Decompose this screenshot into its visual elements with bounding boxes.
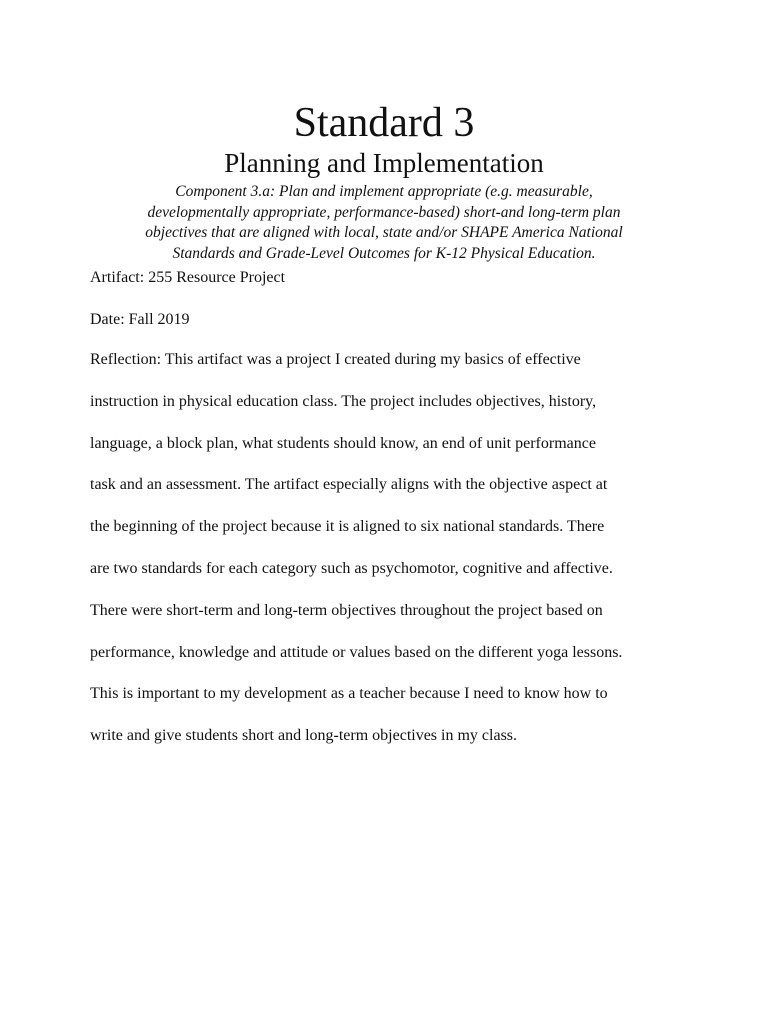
reflection-line: Reflection: This artifact was a project I created during my basics of effective xyxy=(90,351,581,368)
page-subtitle: Planning and Implementation xyxy=(224,148,544,178)
component-line: Standards and Grade-Level Outcomes for K-12 Physical Education. xyxy=(172,244,596,262)
reflection-line: performance, knowledge and attitude or values based on the different yoga lessons. xyxy=(90,643,623,661)
component-line: objectives that are aligned with local, state and/or SHAPE America National xyxy=(145,224,623,241)
reflection-line: task and an assessment. The artifact especially aligns with the objective aspect at xyxy=(90,476,608,494)
reflection-line: This is important to my development as a teacher because I need to know how to xyxy=(90,685,608,703)
component-line: developmentally appropriate, performance-based) short-and long-term plan xyxy=(147,203,621,221)
page-title: Standard 3 xyxy=(293,100,475,146)
component-line: Component 3.a: Plan and implement appropriate (e.g. measurable, xyxy=(175,183,593,200)
component-description xyxy=(104,182,664,264)
reflection-line: the beginning of the project because it is aligned to six national standards. There xyxy=(90,518,605,536)
reflection-line: instruction in physical education class. The project includes objectives, history, xyxy=(90,392,597,410)
date-label: Date: Fall 2019 xyxy=(90,311,190,328)
reflection-line: language, a block plan, what students should know, an end of unit performance xyxy=(90,434,596,452)
reflection-line: There were short-term and long-term objectives throughout the project based on xyxy=(90,601,603,619)
artifact-label: Artifact: 255 Resource Project xyxy=(90,269,286,286)
reflection-line: are two standards for each category such as psychomotor, cognitive and affective. xyxy=(90,559,613,577)
reflection-line: write and give students short and long-term objectives in my class. xyxy=(90,727,518,745)
reflection-paragraph xyxy=(90,342,686,760)
